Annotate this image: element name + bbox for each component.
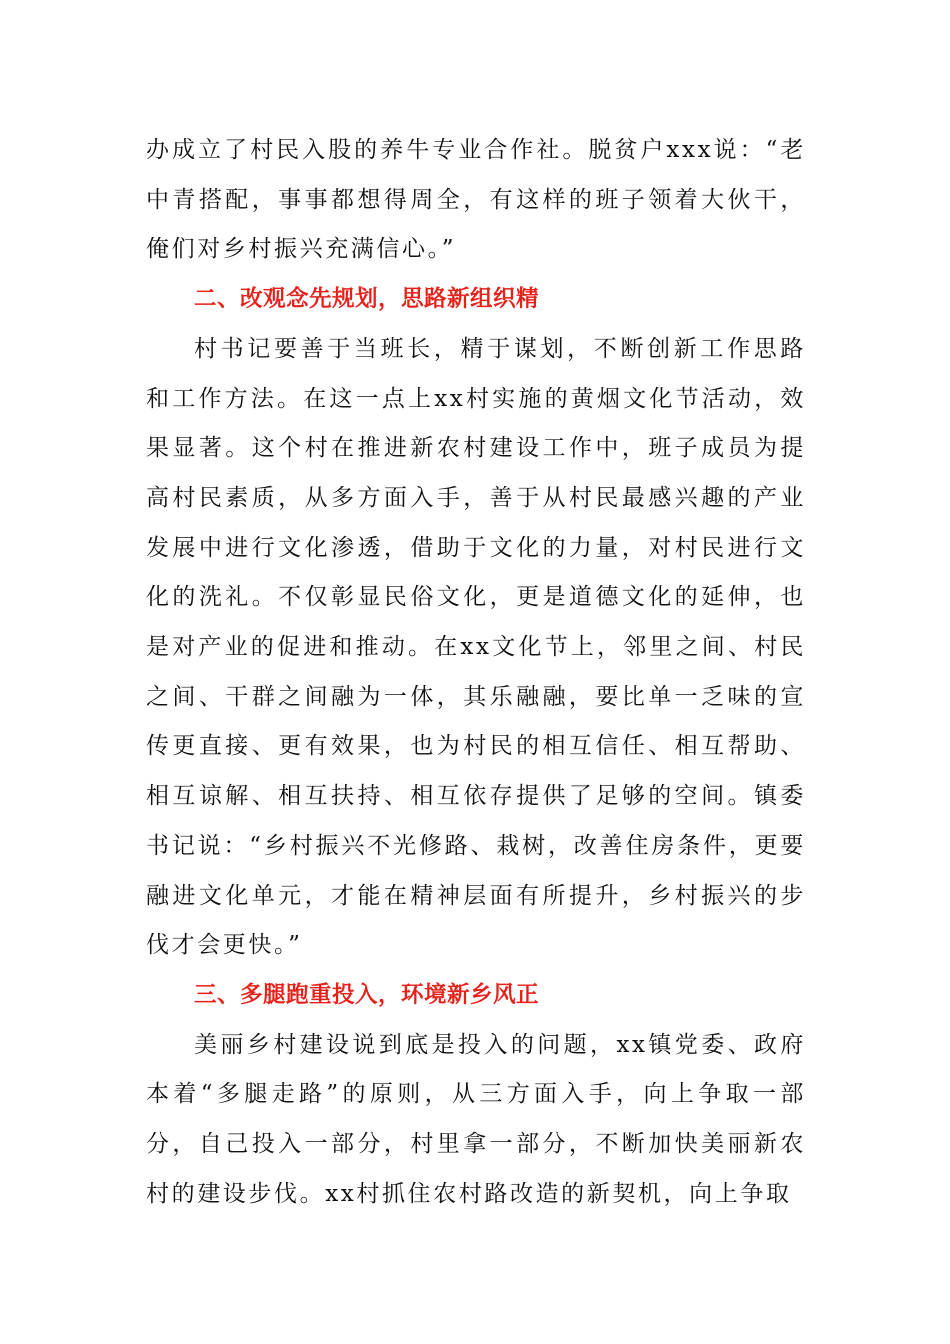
paragraph-section-3: 美丽乡村建设说到底是投入的问题，xx镇党委、政府本着“多腿走路”的原则，从三方面入手，向上争取一部分，自己投入一部分，村里拿一部分，不断加快美丽新农村的建设步伐。xx村抓住农村路改造的新契机，向上争取 bbox=[146, 1031, 806, 1207]
section-heading-3: 三、多腿跑重投入，环境新乡风正 bbox=[194, 981, 540, 1008]
document-page bbox=[146, 126, 806, 1219]
paragraph-continued: 办成立了村民入股的养牛专业合作社。脱贫户xxx说：“老中青搭配，事事都想得周全，有这样的班子领着大伙干，俺们对乡村振兴充满信心。” bbox=[146, 137, 806, 263]
section-heading-2: 二、改观念先规划，思路新组织精 bbox=[194, 286, 540, 313]
paragraph-section-2: 村书记要善于当班长，精于谋划，不断创新工作思路和工作方法。在这一点上xx村实施的黄烟文化节活动，效果显著。这个村在推进新农村建设工作中，班子成员为提高村民素质，从多方面入手，善于从村民最感兴趣的产业发展中进行文化渗透，借助于文化的力量，对村民进行文化的洗礼。不仅彰显民俗文化，更是道德文化的延伸，也是对产业的促进和推动。在xx文化节上，邻里之间、村民之间、干群之间融为一体，其乐融融，要比单一乏味的宣传更直接、更有效果，也为村民的相互信任、相互帮助、相互谅解、相互扶持、相互依存提供了足够的空间。镇委书记说：“乡村振兴不光修路、栽树，改善住房条件，更要融进文化单元，才能在精神层面有所提升，乡村振兴的步伐才会更快。” bbox=[146, 335, 806, 959]
